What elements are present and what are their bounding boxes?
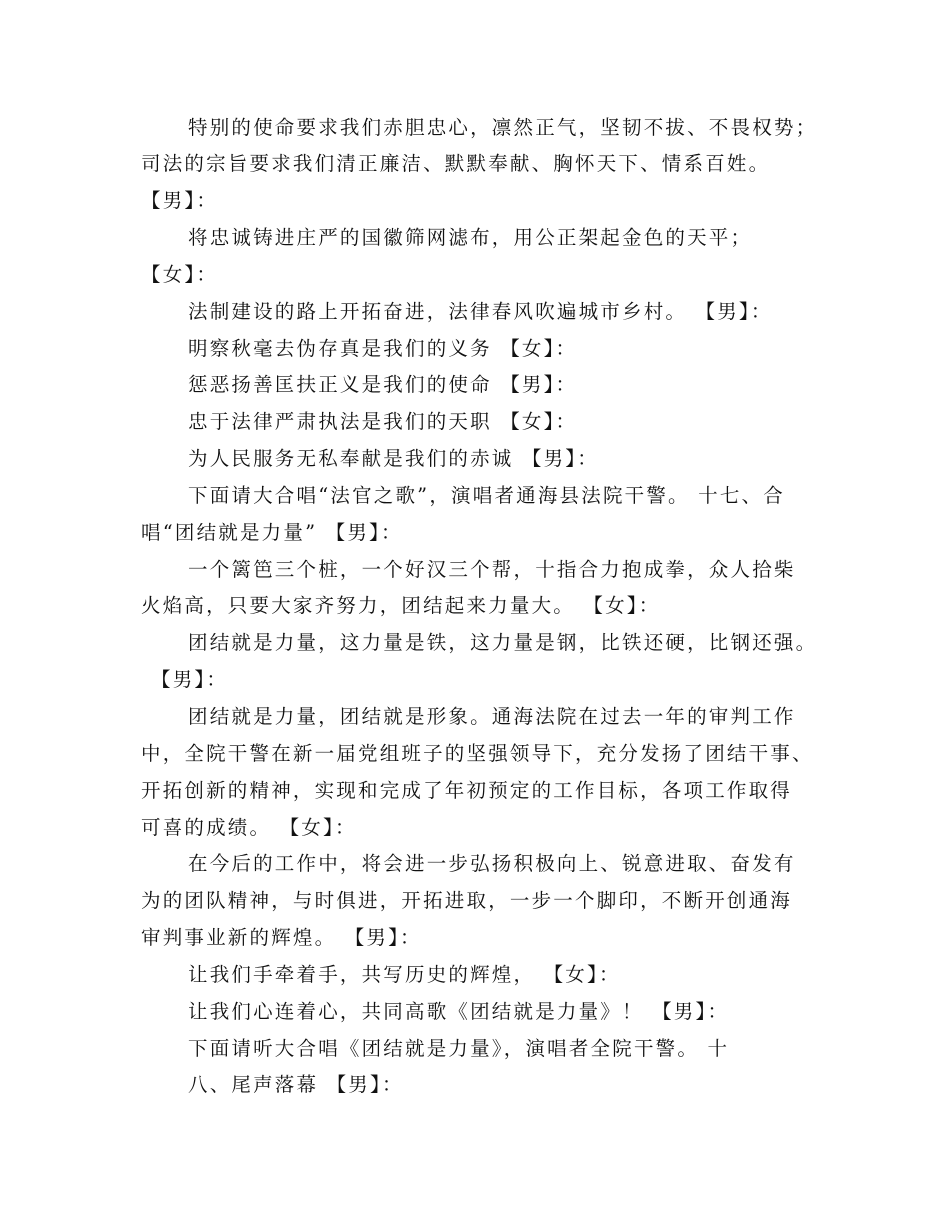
text-line: 火焰高，只要大家齐努力，团结起来力量大。 【女】： bbox=[141, 594, 661, 617]
text-line: 可喜的成绩。 【女】： bbox=[141, 816, 357, 839]
text-line: 司法的宗旨要求我们清正廉洁、默默奉献、胸怀天下、情系百姓。 bbox=[141, 152, 771, 175]
text-line: 下面请听大合唱《团结就是力量》，演唱者全院干警。 十 bbox=[188, 1037, 730, 1060]
text-line: 将忠诚铸进庄严的国徽筛网滤布，用公正架起金色的天平； bbox=[188, 226, 753, 249]
text-line: 为人民服务无私奉献是我们的赤诚 【男】： bbox=[188, 447, 599, 470]
text-line: 八、尾声落幕 【男】： bbox=[188, 1073, 404, 1096]
text-line: 让我们心连着心，共同高歌《团结就是力量》！ 【男】： bbox=[188, 1000, 730, 1023]
text-line: 特别的使命要求我们赤胆忠心，凛然正气，坚韧不拔、不畏权势； bbox=[188, 116, 818, 139]
text-line: 明察秋毫去伪存真是我们的义务 【女】： bbox=[188, 337, 578, 360]
speaker-label: 【男】： bbox=[141, 189, 219, 212]
text-line: 在今后的工作中，将会进一步弘扬积极向上、锐意进取、奋发有 bbox=[188, 852, 796, 875]
text-line: 唱“团结就是力量” 【男】： bbox=[141, 521, 403, 544]
speaker-label: 【女】： bbox=[141, 263, 219, 286]
text-line: 让我们手牵着手，共写历史的辉煌， 【女】： bbox=[188, 963, 621, 986]
text-line: 下面请大合唱“法官之歌”，演唱者通海县法院干警。 十七、合 bbox=[188, 484, 785, 507]
text-line: 团结就是力量，这力量是铁，这力量是钢，比铁还硬，比钢还强。 bbox=[188, 631, 818, 654]
text-line: 惩恶扬善匡扶正义是我们的使命 【男】： bbox=[188, 373, 578, 396]
speaker-label: 【男】： bbox=[151, 668, 229, 691]
text-line: 中，全院干警在新一届党组班子的坚强领导下，充分发扬了团结干事、 bbox=[141, 742, 814, 765]
text-line: 一个篱笆三个桩，一个好汉三个帮，十指合力抱成拳，众人拾柴 bbox=[188, 558, 796, 581]
text-line: 为的团队精神，与时俱进，开拓进取，一步一个脚印，不断开创通海 bbox=[141, 889, 793, 912]
text-line: 团结就是力量，团结就是形象。通海法院在过去一年的审判工作 bbox=[188, 705, 796, 728]
text-line: 审判事业新的辉煌。 【男】： bbox=[141, 926, 422, 949]
text-line: 法制建设的路上开拓奋进，法律春风吹遍城市乡村。 【男】： bbox=[188, 300, 773, 323]
text-line: 忠于法律严肃执法是我们的天职 【女】： bbox=[188, 410, 578, 433]
text-line: 开拓创新的精神，实现和完成了年初预定的工作目标，各项工作取得 bbox=[141, 779, 793, 802]
